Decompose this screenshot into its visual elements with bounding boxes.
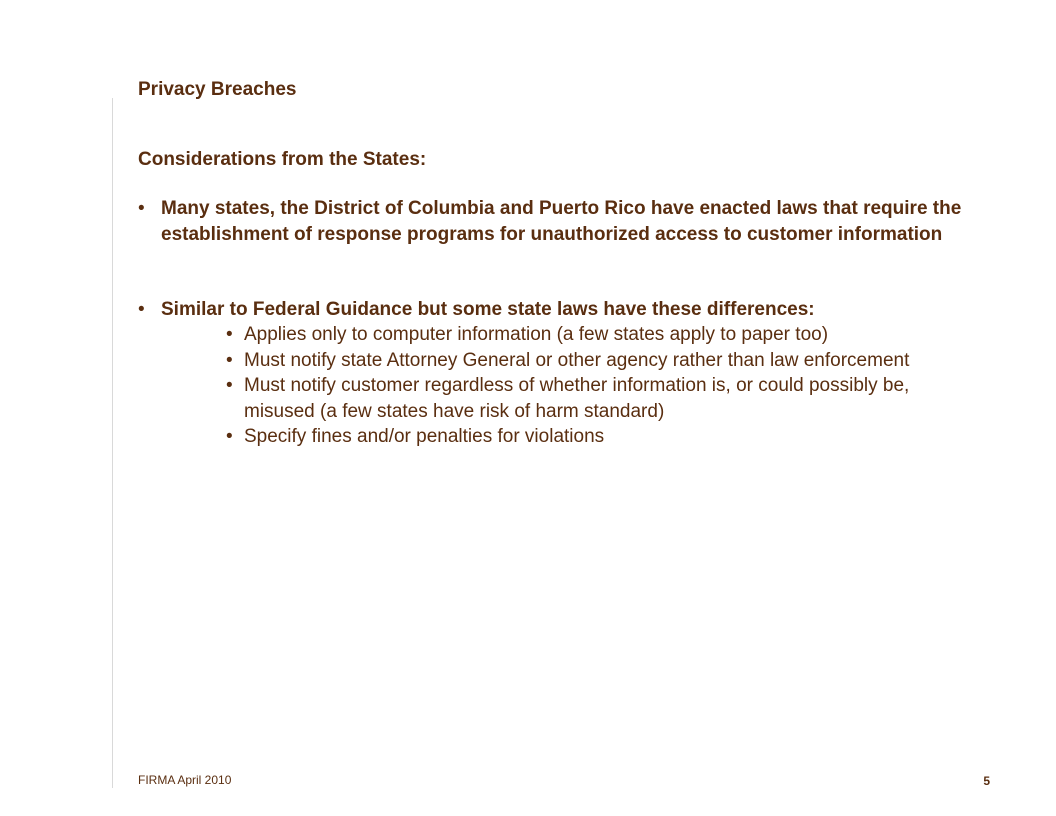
sub-bullet-marker: • xyxy=(226,426,233,447)
sub-bullet-item xyxy=(226,322,976,348)
sub-bullet-marker: • xyxy=(226,375,233,396)
page-number: 5 xyxy=(983,774,990,788)
left-divider-rule xyxy=(112,98,113,788)
sub-bullet-marker: • xyxy=(226,324,233,345)
sub-bullet-text: Must notify state Attorney General or other agency rather than law enforcement xyxy=(244,349,910,371)
section-heading: Considerations from the States: xyxy=(138,149,427,170)
sub-bullet-item xyxy=(226,348,976,374)
footer-label: FIRMA April 2010 xyxy=(138,773,232,787)
sub-bullet-text: Specify fines and/or penalties for violations xyxy=(244,426,605,447)
sub-bullet-text: Applies only to computer information (a few states apply to paper too) xyxy=(244,324,829,345)
slide-header-title: Privacy Breaches xyxy=(138,79,297,100)
bullet-marker: • xyxy=(138,198,145,219)
sub-bullet-list xyxy=(226,322,976,450)
bullet-text: Many states, the District of Columbia and Puerto Rico have enacted laws that require the establishment of response programs for unauthorized access to customer information xyxy=(161,198,962,245)
bullet-text: Similar to Federal Guidance but some state laws have these differences: xyxy=(161,299,815,320)
bullet-marker: • xyxy=(138,299,145,320)
sub-bullet-item xyxy=(226,373,976,424)
bullet-item xyxy=(138,196,968,248)
sub-bullet-item xyxy=(226,424,976,450)
sub-bullet-text: Must notify customer regardless of whether information is, or could possibly be, misused (a few states have risk of harm standard) xyxy=(244,375,910,422)
sub-bullet-marker: • xyxy=(226,349,233,371)
bullet-item xyxy=(138,297,968,323)
